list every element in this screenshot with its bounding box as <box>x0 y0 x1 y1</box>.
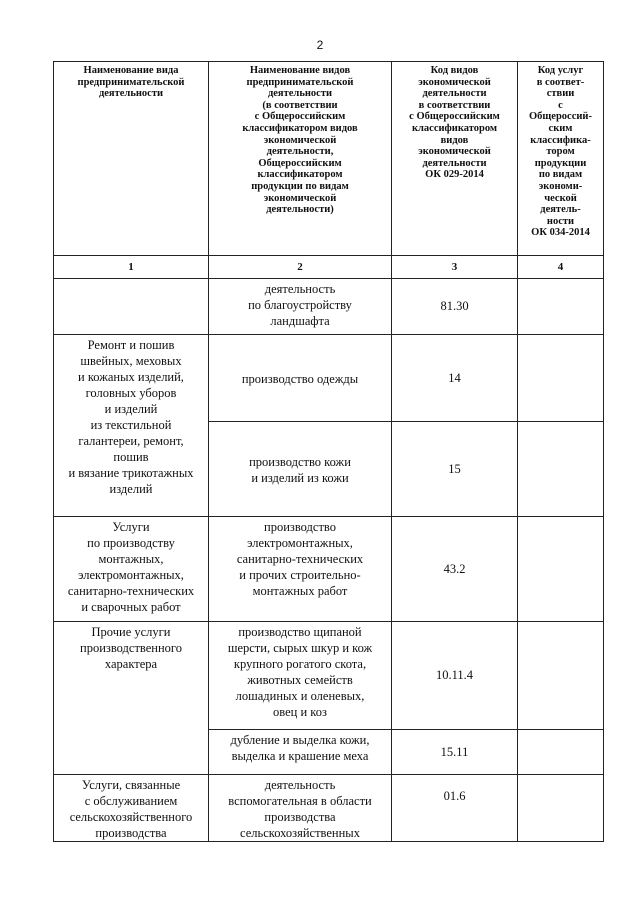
text-line: производство <box>264 520 336 534</box>
activity-cell <box>54 517 209 622</box>
text-line: Наименование видов <box>249 65 351 76</box>
text-line: Общероссий- <box>529 111 592 123</box>
text-line: Наименование вида <box>83 65 179 76</box>
text-line: предпринимательской <box>246 76 354 88</box>
text-line: деятельности <box>267 88 333 100</box>
okpd-cell <box>518 775 604 842</box>
header-kinds-name <box>209 62 392 256</box>
kind-cell <box>209 622 392 730</box>
text-line: по благоустройству <box>248 298 352 312</box>
activity-cell <box>54 775 209 842</box>
text-line: дубление и выделка кожи, <box>230 733 370 747</box>
text-line: производства <box>95 826 167 840</box>
text-line: Код видов <box>430 65 479 76</box>
text-line: галантереи, ремонт, <box>78 434 184 448</box>
text-line: санитарно-технических <box>67 584 195 598</box>
text-line: изделий <box>109 482 153 496</box>
text-line: из текстильной <box>90 418 172 432</box>
okpd-cell <box>518 335 604 422</box>
okpd-cell <box>518 279 604 335</box>
text-line: производство одежды <box>241 372 359 386</box>
activity-cell <box>54 622 209 775</box>
okpd-cell <box>518 422 604 517</box>
code-cell: 01.6 <box>392 775 518 842</box>
text-line: деятельности <box>422 157 487 169</box>
table-row <box>54 335 604 422</box>
text-line: с <box>558 99 563 111</box>
code-cell: 81.30 <box>392 279 518 335</box>
okpd-cell <box>518 730 604 775</box>
text-line: экономической <box>418 146 491 158</box>
text-line: производственного <box>80 641 182 655</box>
text-line: в соответ- <box>536 76 585 88</box>
kind-cell <box>209 775 392 842</box>
text-line: деятельности, <box>266 146 334 158</box>
table-row <box>54 517 604 622</box>
text-line: производства <box>264 810 336 824</box>
activity-cell <box>54 335 209 517</box>
text-line: санитарно-технических <box>236 552 364 566</box>
text-line: лошадиных и оленевых, <box>235 689 365 703</box>
text-line: экономической <box>418 76 491 88</box>
text-line: предпринимательской <box>77 76 185 88</box>
text-line: крупного рогатого скота, <box>233 657 367 671</box>
column-number: 4 <box>518 256 604 279</box>
code-cell: 15 <box>392 422 518 517</box>
header-activity-name <box>54 62 209 256</box>
text-line: ствии <box>546 88 575 100</box>
text-line: выделка и крашение меха <box>231 749 369 763</box>
text-line: продукции по видам <box>251 180 349 192</box>
text-line: Ремонт и пошив <box>87 338 175 352</box>
text-line: деятельности <box>98 88 164 100</box>
text-line: продукции <box>534 157 587 169</box>
text-line: классификатором <box>257 169 343 181</box>
text-line: Прочие услуги <box>91 625 171 639</box>
okpd-cell <box>518 517 604 622</box>
text-line: ландшафта <box>270 314 330 328</box>
text-line: Общероссийским <box>258 157 342 169</box>
code-cell: 43.2 <box>392 517 518 622</box>
text-line: по видам <box>538 169 583 181</box>
text-line: швейных, меховых <box>80 354 182 368</box>
kind-cell <box>209 730 392 775</box>
text-line: сельскохозяйственного <box>69 810 193 824</box>
text-line: монтажных, <box>98 552 164 566</box>
text-line: тором <box>546 146 575 158</box>
kind-cell <box>209 335 392 422</box>
text-line: деятельности <box>422 88 487 100</box>
code-cell: 10.11.4 <box>392 622 518 730</box>
text-line: сельскохозяйственных <box>240 826 360 840</box>
text-line: ческой <box>544 192 577 204</box>
text-line: экономи- <box>538 180 583 192</box>
text-line: животных семейств <box>247 673 353 687</box>
text-line: с обслуживанием <box>84 794 178 808</box>
header-okpd-code <box>518 62 604 256</box>
text-line: с Общероссийским <box>254 111 346 123</box>
text-line: характера <box>104 657 158 671</box>
kind-cell <box>209 422 392 517</box>
text-line: экономической <box>263 134 337 146</box>
text-line: производство кожи <box>249 455 351 469</box>
text-line: Услуги, связанные <box>81 778 181 792</box>
header-okved-code <box>392 62 518 256</box>
text-line: в соответствии <box>418 99 491 111</box>
activity-cell <box>54 279 209 335</box>
text-line: монтажных работ <box>252 584 348 598</box>
kind-cell <box>209 517 392 622</box>
text-line: классификатором видов <box>242 122 358 134</box>
text-line: пошив <box>113 450 149 464</box>
code-cell: 15.11 <box>392 730 518 775</box>
text-line: деятельности) <box>266 204 334 216</box>
text-line: вспомогательная в области <box>228 794 372 808</box>
text-line: ОК 034-2014 <box>531 227 590 239</box>
column-number: 1 <box>54 256 209 279</box>
page-number: 2 <box>316 38 324 52</box>
text-line: и вязание трикотажных <box>68 466 194 480</box>
text-line: классифика- <box>530 134 591 146</box>
text-line: Код услуг <box>537 65 584 76</box>
text-line: ности <box>546 215 575 227</box>
column-number: 2 <box>209 256 392 279</box>
text-line: классификатором <box>411 122 498 134</box>
text-line: Услуги <box>112 520 150 534</box>
text-line: ским <box>548 122 573 134</box>
text-line: шерсти, сырых шкур и кож <box>227 641 373 655</box>
column-number: 3 <box>392 256 518 279</box>
text-line: и изделий <box>104 402 158 416</box>
text-line: электромонтажных, <box>78 568 184 582</box>
text-line: деятельность <box>264 282 336 296</box>
text-line: экономической <box>263 192 337 204</box>
text-line: овец и коз <box>273 705 327 719</box>
text-line: и сварочных работ <box>81 600 181 614</box>
text-line: производство щипаной <box>238 625 362 639</box>
column-number-row <box>54 256 604 279</box>
text-line: и изделий из кожи <box>251 471 349 485</box>
activity-table <box>53 61 604 842</box>
code-cell: 14 <box>392 335 518 422</box>
text-line: (в соответствии <box>262 99 338 111</box>
okpd-cell <box>518 622 604 730</box>
text-line: по производству <box>87 536 175 550</box>
text-line: ОК 029-2014 <box>425 169 484 181</box>
text-line: деятельность <box>264 778 336 792</box>
kind-cell <box>209 279 392 335</box>
text-line: электромонтажных, <box>247 536 353 550</box>
text-line: видов <box>440 134 469 146</box>
text-line: головных уборов <box>85 386 177 400</box>
table-row <box>54 622 604 730</box>
table-row <box>54 775 604 842</box>
text-line: и прочих строительно- <box>239 568 361 582</box>
text-line: и кожаных изделий, <box>78 370 184 384</box>
text-line: с Общероссийским <box>409 111 500 123</box>
table-row <box>54 279 604 335</box>
header-row <box>54 62 604 256</box>
text-line: деятель- <box>540 204 581 216</box>
